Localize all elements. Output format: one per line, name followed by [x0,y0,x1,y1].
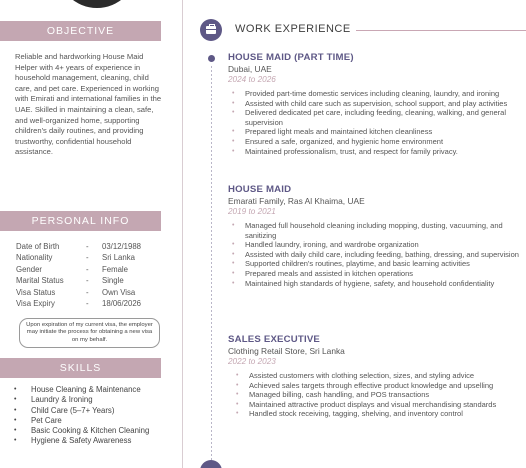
job-duties [228,89,520,156]
work-experience-heading: WORK EXPERIENCE [235,23,351,35]
info-label: Visa Expiry [16,298,55,308]
job-duty: • Prepared light meals and maintained kitchen cleanliness [245,127,520,137]
info-label: Date of Birth [16,242,60,251]
info-separator: - [86,287,89,297]
job-duty: • Supported children's routines, playtime, and basic learning activities [245,259,520,269]
job-duty: • Managed billing, cash handling, and POS transactions [249,390,520,400]
info-row-dob [16,241,166,252]
job-dates: 2019 to 2021 [228,207,276,216]
skill-item: • Child Care (5–7+ Years) [14,406,164,416]
job-title: HOUSE MAID (PART TIME) [228,52,354,63]
personal-info-heading: PERSONAL INFO [0,211,161,231]
info-separator: - [86,298,89,308]
job-duty: • Prepared meals and assisted in kitchen operations [245,269,520,279]
objective-heading: OBJECTIVE [0,21,161,41]
right-column [196,0,526,468]
column-divider [182,0,183,468]
info-row-nationality [16,252,166,263]
job-duty: • Maintained high standards of hygiene, safety, and household confidentiality [245,279,520,289]
timeline-dot [208,55,215,62]
skills-heading: SKILLS [0,358,161,378]
job-title: SALES EXECUTIVE [228,334,321,345]
job-entry [228,52,520,156]
timeline-line [211,66,212,468]
info-value: Sri Lanka [102,253,135,263]
info-label: Nationality [16,253,53,263]
job-dates: 2022 to 2023 [228,357,276,366]
info-label: Visa Status [16,287,56,297]
skill-item: • Laundry & Ironing [14,395,164,405]
job-company: Clothing Retail Store, Sri Lanka [228,346,345,356]
job-duty: • Delivered dedicated pet care, including feeding, cleaning, walking, and general supervision [245,108,520,127]
skill-item: • Basic Cooking & Kitchen Cleaning [14,426,164,436]
job-company: Emarati Family, Ras Al Khaima, UAE [228,196,365,206]
job-entry [228,334,520,419]
skill-item: • Pet Care [14,416,164,426]
personal-info-list [16,241,166,309]
briefcase-icon [200,19,222,41]
heading-rule [356,30,526,31]
info-separator: - [86,253,89,263]
job-duty: • Maintained attractive product displays and visual merchandising standards [249,400,520,410]
info-row-visa-expiry [16,298,166,309]
job-title: HOUSE MAID [228,184,292,195]
profile-photo [57,0,137,8]
visa-note: Upon expiration of my current visa, the employer may initiate the process for obtaining a new visa on my behalf. [19,318,160,348]
job-duty: • Assisted with daily child care, including feeding, bathing, dressing, and supervision [245,250,520,260]
job-duty: • Provided part-time domestic services including cleaning, laundry, and ironing [245,89,520,99]
info-value: Own Visa [102,287,136,297]
skills-list [14,385,164,447]
job-duty: • Assisted with child care such as supervision, school support, and play activities [245,99,520,109]
info-separator: - [86,264,89,274]
job-duties [228,371,520,419]
job-duty: • Maintained professionalism, trust, and respect for family privacy. [245,147,520,157]
job-entry [228,184,520,288]
job-dates: 2024 to 2026 [228,75,276,84]
info-row-gender [16,264,166,275]
next-section-icon [200,460,222,468]
job-duty: • Managed full household cleaning including mopping, dusting, vacuuming, and sanitizing [245,221,520,240]
job-duty: • Assisted customers with clothing selection, sizes, and styling advice [249,371,520,381]
skill-item: • Hygiene & Safety Awareness [14,436,164,446]
info-row-visa-status [16,287,166,298]
info-label: Marital Status [16,276,64,286]
info-separator: - [86,242,89,251]
info-value: 03/12/1988 [102,242,142,251]
job-duties [228,221,520,288]
job-duty: • Handled laundry, ironing, and wardrobe organization [245,240,520,250]
job-duty: • Ensured a safe, organized, and hygienic home environment [245,137,520,147]
objective-text: Reliable and hardworking House Maid Helper with 4+ years of experience in household management, cleaning, child care, and pet care. Experienced in working with Emirati and international families in the UAE. Skilled in maintaining a clean, safe, and well-organized home, supporting children's daily routines, and providing trustworthy, confidential household assistance. [15,52,162,157]
info-separator: - [86,276,89,286]
info-row-marital-status [16,275,166,286]
job-duty: • Handled stock receiving, tagging, shelving, and inventory control [249,409,520,419]
info-value: Female [102,264,128,274]
info-label: Gender [16,264,43,274]
job-duty: • Achieved sales targets through effective product knowledge and upselling [249,381,520,391]
skill-item: • House Cleaning & Maintenance [14,385,164,395]
info-value: 18/06/2026 [102,298,142,308]
left-column [0,0,178,468]
info-value: Single [102,276,124,286]
job-company: Dubai, UAE [228,64,272,74]
